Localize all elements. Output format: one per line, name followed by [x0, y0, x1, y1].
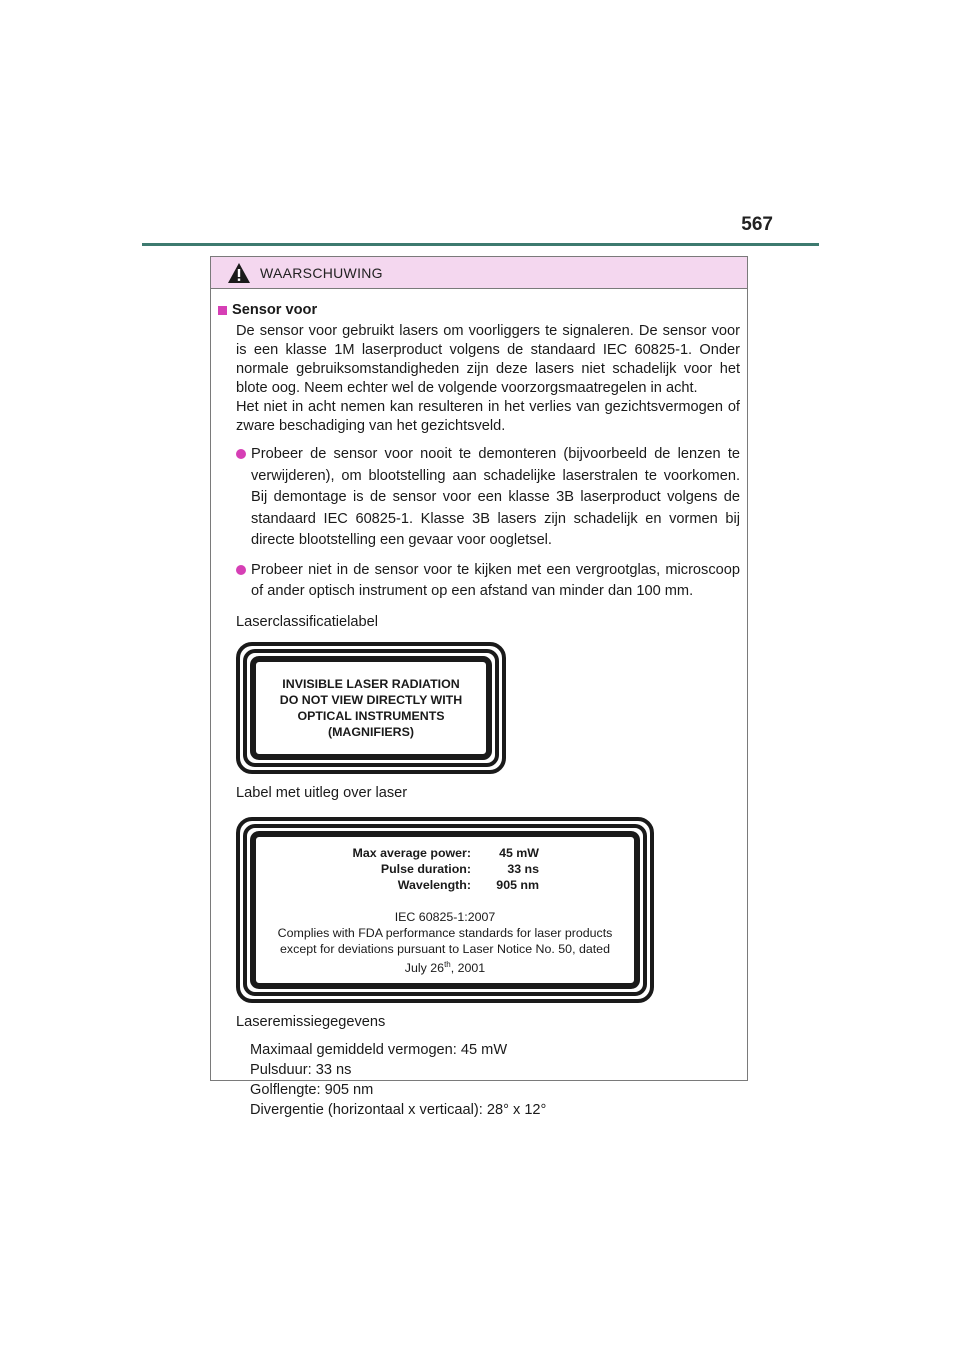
spacer — [260, 893, 630, 909]
bullet-dot-icon — [236, 449, 246, 459]
bullet-item — [236, 560, 740, 603]
spec-value: 45 mW — [499, 845, 539, 860]
page-number: 567 — [741, 214, 773, 235]
spec-key: Wavelength: — [397, 877, 471, 892]
warning-content — [211, 289, 747, 1120]
caption-explanation: Label met uitleg over laser — [236, 784, 408, 801]
label-inner — [250, 831, 640, 989]
spec-row — [260, 861, 630, 877]
spec-row — [260, 877, 630, 893]
emission-list — [250, 1040, 740, 1120]
date-sup: th — [444, 959, 451, 969]
warning-title: WAARSCHUWING — [260, 264, 383, 281]
caption-emission: Laseremissiegegevens — [236, 1013, 386, 1030]
laser-explanation-label — [236, 817, 654, 1003]
caption-classification: Laserclassificatielabel — [236, 613, 378, 630]
section-heading — [218, 301, 740, 320]
label-line: DO NOT VIEW DIRECTLY WITH — [279, 692, 463, 707]
spec-key: Pulse duration: — [380, 861, 471, 876]
intro-paragraph-2: Het niet in acht nemen kan resulteren in het verlies van gezichtsvermogen of zware beschadiging van het gezichtsveld. — [236, 399, 740, 434]
laser-classification-label — [236, 642, 506, 774]
label-line: INVISIBLE LASER RADIATION — [282, 676, 460, 691]
emission-line: Golflengte: 905 nm — [250, 1081, 374, 1098]
label-inner — [250, 656, 492, 760]
bullet-text: Probeer niet in de sensor voor te kijken met een vergrootglas, microscoop of ander optisch instrument op een afstand van minder dan 100 mm. — [251, 561, 740, 599]
label-frame — [243, 824, 647, 996]
compliance-text: Complies with FDA performance standards for laser products — [277, 925, 613, 940]
label-line: OPTICAL INSTRUMENTS — [297, 708, 445, 723]
warning-header — [211, 257, 747, 289]
standard-text: IEC 60825-1:2007 — [394, 909, 496, 924]
date-text — [260, 957, 630, 976]
emission-line: Divergentie (horizontaal x verticaal): 28° x 12° — [250, 1101, 547, 1118]
emission-line: Maximaal gemiddeld vermogen: 45 mW — [250, 1041, 508, 1058]
bullet-text: Probeer de sensor voor nooit te demonteren (bijvoorbeeld de lenzen te verwijderen), om blootstelling aan schadelijke laserstralen te voorkomen. Bij demontage is de sensor voor een klasse 3B laserproduct volgens de standaard IEC 60825-1. Klasse 3B lasers zijn schadelijk en vormen bij directe blootstelling een gevaar voor oogletsel. — [251, 446, 740, 548]
intro-paragraph-1: De sensor voor gebruikt lasers om voorliggers te signaleren. De sensor voor is een klasse 1M laserproduct volgens de standaard IEC 60825-1. Onder normale gebruiksomstandigheden zijn deze lasers niet schadelijk voor het blote oog. Neem echter wel de volgende voorzorgsmaatregelen in acht. — [236, 323, 740, 396]
square-bullet-icon — [218, 306, 227, 315]
warning-box — [210, 256, 748, 1118]
section-heading-text: Sensor voor — [232, 302, 318, 318]
warning-triangle-icon — [227, 262, 251, 284]
spec-value: 905 nm — [496, 877, 539, 892]
spec-key: Max average power: — [352, 845, 471, 860]
label-line: (MAGNIFIERS) — [327, 724, 415, 739]
emission-line: Pulsduur: 33 ns — [250, 1061, 352, 1078]
header-rule — [142, 243, 819, 246]
date-suffix: , 2001 — [450, 960, 486, 975]
bullet-dot-icon — [236, 565, 246, 575]
spec-row — [260, 845, 630, 861]
date-prefix: July 26 — [404, 960, 445, 975]
spec-value: 33 ns — [507, 861, 539, 876]
compliance-text: except for deviations pursuant to Laser Notice No. 50, dated — [280, 941, 610, 956]
bullet-item — [236, 444, 740, 552]
label-frame — [243, 649, 499, 767]
